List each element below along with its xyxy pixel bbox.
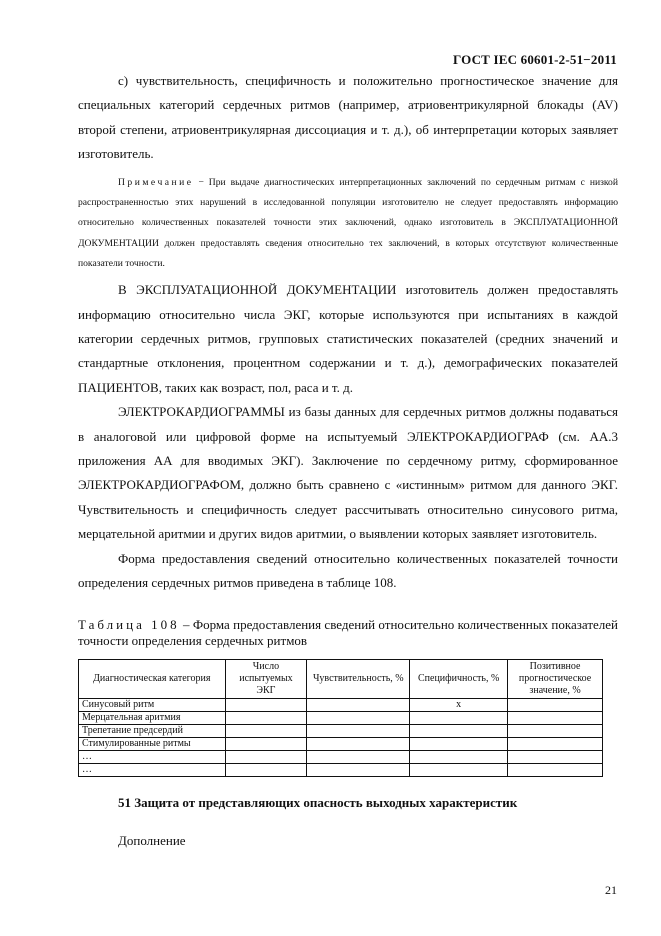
table-cell: Трепетание предсердий xyxy=(79,725,226,738)
table-row xyxy=(79,725,603,738)
table-caption xyxy=(78,617,618,649)
document-header: ГОСТ IEC 60601-2-51−2011 xyxy=(452,52,617,67)
table-cell xyxy=(508,751,603,764)
table-cell xyxy=(225,699,307,712)
table-cell xyxy=(225,738,307,751)
header-category: Диагностическая категория xyxy=(79,660,226,699)
table-cell xyxy=(410,725,508,738)
table-cell xyxy=(225,725,307,738)
paragraph-form: Форма предоставления сведений относительно количественных показателей точности определения сердечных ритмов приведена в таблице 108. xyxy=(78,550,618,590)
note-paragraph xyxy=(78,173,618,274)
note-label: Примечание xyxy=(118,176,194,188)
table-row xyxy=(79,751,603,764)
main-text xyxy=(78,69,618,595)
table-row xyxy=(79,738,603,751)
table-cell: Синусовый ритм xyxy=(79,699,226,712)
table-cell xyxy=(307,764,410,777)
addition-label: Дополнение xyxy=(118,833,186,848)
table-cell: … xyxy=(79,751,226,764)
table-cell xyxy=(508,764,603,777)
table-cell: … xyxy=(79,764,226,777)
paragraph-documentation: В ЭКСПЛУАТАЦИОННОЙ ДОКУМЕНТАЦИИ изготовитель должен предоставлять информацию относительно числа ЭКГ, которые используются при испытаниях в каждой категории сердечных ритмов, групповых статистических показателей (средних значений и стандартные отклонения, процентном содержании и т. д.), демографических показателей ПАЦИЕНТОВ, таких как возраст, пол, раса и т. д. xyxy=(78,282,618,395)
header-ecg-count: Число испытуемых ЭКГ xyxy=(225,660,307,699)
table-cell: x xyxy=(410,699,508,712)
table-cell xyxy=(307,725,410,738)
table-cell xyxy=(508,699,603,712)
table-cell xyxy=(307,699,410,712)
section-title: 51 Защита от представляющих опасность выходных характеристик xyxy=(118,795,518,810)
table-header-row xyxy=(79,660,603,699)
page-number: 21 xyxy=(605,883,617,897)
paragraph-c: с) чувствительность, специфичность и положительно прогностическое значение для специальных категорий сердечных ритмов (например, атриовентрикулярной блокады (AV) второй степени, атриовентрикулярная диссоциация и т. д.), об интерпретации которых заявляет изготовитель. xyxy=(78,73,618,162)
header-sensitivity: Чувствительность, % xyxy=(307,660,410,699)
table-cell xyxy=(307,751,410,764)
table-cell xyxy=(508,725,603,738)
table-cell xyxy=(307,738,410,751)
table-cell xyxy=(508,712,603,725)
table-cell xyxy=(410,751,508,764)
table-cell xyxy=(307,712,410,725)
paragraph-electrocardiograms: ЭЛЕКТРОКАРДИОГРАММЫ из базы данных для сердечных ритмов должны подаваться в аналоговой или цифровой форме на испытуемый ЭЛЕКТРОКАРДИОГРАФ (см. АА.3 приложения АА для вводимых ЭКГ). Заключение по сердечному ритму, сформированное ЭЛЕКТРОКАРДИОГРАФОМ, должно быть сравнено с «истинным» ритмом для данного ЭКГ. Чувствительность и специфичность следует рассчитывать относительно синусового ритма, мерцательной аритмии и других видов аритмии, о выявлении которых заявляет изготовитель. xyxy=(78,404,618,542)
table-row xyxy=(79,764,603,777)
table-cell: Стимулированные ритмы xyxy=(79,738,226,751)
table-caption-label: Таблица 108 xyxy=(78,617,180,632)
table-cell xyxy=(225,764,307,777)
table-cell: Мерцательная аритмия xyxy=(79,712,226,725)
note-text: − При выдаче диагностических интерпретационных заключений по сердечным ритмам с низкой распространенностью этих нарушений в исследованной популяции изготовителю не следует предоставлять информацию относительно количественных показателей точности этих заключений, однако изготовитель в ЭКСПЛУАТАЦИОННОЙ ДОКУМЕНТАЦИИ должен предоставлять сведения относительно тех заключений, в которых отсутствуют количественные показатели точности. xyxy=(78,176,618,269)
accuracy-table xyxy=(78,659,603,777)
table-caption-text: – Форма предоставления сведений относительно количественных показателей точности определения сердечных ритмов xyxy=(78,617,618,648)
table-cell xyxy=(410,712,508,725)
table-cell xyxy=(410,764,508,777)
table-row xyxy=(79,699,603,712)
header-positive-predictive-value: Позитивное прогностическое значение, % xyxy=(508,660,603,699)
table-cell xyxy=(225,712,307,725)
table-cell xyxy=(410,738,508,751)
table-row xyxy=(79,712,603,725)
table-cell xyxy=(508,738,603,751)
header-specificity: Специфичность, % xyxy=(410,660,508,699)
table-cell xyxy=(225,751,307,764)
